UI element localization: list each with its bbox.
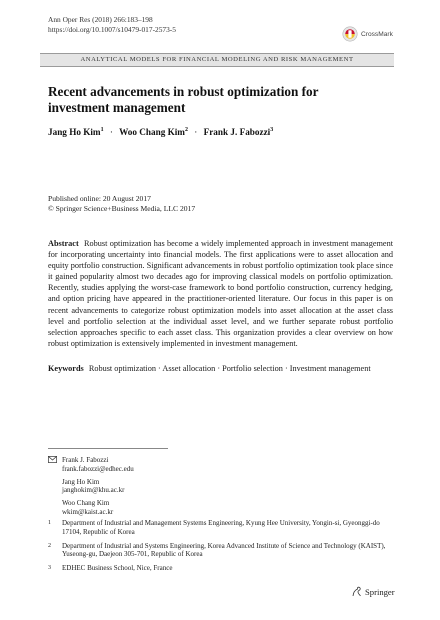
affiliation-text: Department of Industrial and Systems Engineering, Korea Advanced Institute of Science and Technology (KAIST), Yuseong-gu, Daejeon 305-701, Republic of Korea <box>62 541 386 559</box>
contact-email[interactable]: frank.fabozzi@edhec.edu <box>62 464 134 473</box>
contact-email[interactable]: wkim@kaist.ac.kr <box>62 507 114 516</box>
author-contacts <box>48 456 134 521</box>
author-name[interactable]: Frank J. Fabozzi <box>203 127 271 138</box>
affiliation-text: EDHEC Business School, Nice, France <box>62 564 173 573</box>
author-name[interactable]: Woo Chang Kim <box>119 127 185 138</box>
keywords-text: Robust optimization · Asset allocation · Portfolio selection · Investment management <box>88 364 371 373</box>
abstract <box>48 238 393 349</box>
affiliation-number: 3 <box>48 565 51 572</box>
journal-citation: Ann Oper Res (2018) 266:183–198 <box>48 15 153 24</box>
keywords <box>48 363 393 374</box>
affiliation-item <box>48 542 398 560</box>
crossmark-badge[interactable] <box>342 26 393 42</box>
springer-horse-icon <box>351 586 362 597</box>
affiliations <box>48 519 398 578</box>
journal-meta <box>48 15 176 34</box>
keywords-label: Keywords <box>48 364 84 373</box>
affiliation-item <box>48 564 398 573</box>
contact-name: Frank J. Fabozzi <box>62 456 109 464</box>
published-date: Published online: 20 August 2017 <box>48 194 151 203</box>
contact-entry <box>48 478 134 496</box>
affiliation-text: Department of Industrial and Management Systems Engineering, Kyung Hee University, Yongin-si, Gyeonggi-do 17104, Republic of Korea <box>62 519 380 536</box>
doi-link[interactable]: https://doi.org/10.1007/s10479-017-2573-5 <box>48 24 176 34</box>
copyright-line: © Springer Science+Business Media, LLC 2017 <box>48 204 196 214</box>
author-separator: · <box>109 127 113 138</box>
footnote-divider <box>48 448 168 449</box>
author-name[interactable]: Jang Ho Kim <box>48 127 101 138</box>
section-banner: ANALYTICAL MODELS FOR FINANCIAL MODELING AND RISK MANAGEMENT <box>40 53 394 67</box>
author-list <box>48 127 273 137</box>
author-separator: · <box>194 127 198 138</box>
article-title: Recent advancements in robust optimization for investment management <box>48 84 319 115</box>
affiliation-item <box>48 519 398 537</box>
contact-name: Woo Chang Kim <box>62 499 110 508</box>
author-affil-sup: 1 <box>100 127 104 133</box>
author-affil-sup: 3 <box>270 127 274 133</box>
crossmark-label: CrossMark <box>361 30 393 38</box>
contact-name: Jang Ho Kim <box>62 477 100 486</box>
affiliation-number: 2 <box>48 542 51 549</box>
author-affil-sup: 2 <box>184 127 188 133</box>
publisher-name: Springer <box>365 586 395 597</box>
affiliation-number: 1 <box>48 520 51 526</box>
abstract-text: Robust optimization has become a widely implemented approach in investment management for incorporating uncertainty into financial models. The first applications were to asset allocation and equity portfolio construction. Significant advancements in robust portfolio optimization took place since it gained popularity almost two decades ago for improving classical models on portfolio optimization. Recently, studies applying the worst-case framework to bond portfolio construction, currency hedging, and option pricing have appeared in the practitioner-oriented literature. Our focus in this paper is on recent advancements to categorize robust optimization models into asset allocation at the asset class level and portfolio selection at the individual asset level, and we further separate robust portfolio selection approaches specific to each asset class. This organization provides a clear overview on how robust optimization is extensively implemented in investment management. <box>48 239 394 348</box>
crossmark-icon <box>342 26 358 42</box>
abstract-label: Abstract <box>48 239 79 248</box>
envelope-icon <box>48 456 62 474</box>
contact-email[interactable]: janghokim@khu.ac.kr <box>62 486 125 495</box>
contact-entry <box>48 499 134 517</box>
springer-logo <box>351 586 395 597</box>
publication-info <box>48 194 195 214</box>
contact-entry <box>48 456 134 474</box>
